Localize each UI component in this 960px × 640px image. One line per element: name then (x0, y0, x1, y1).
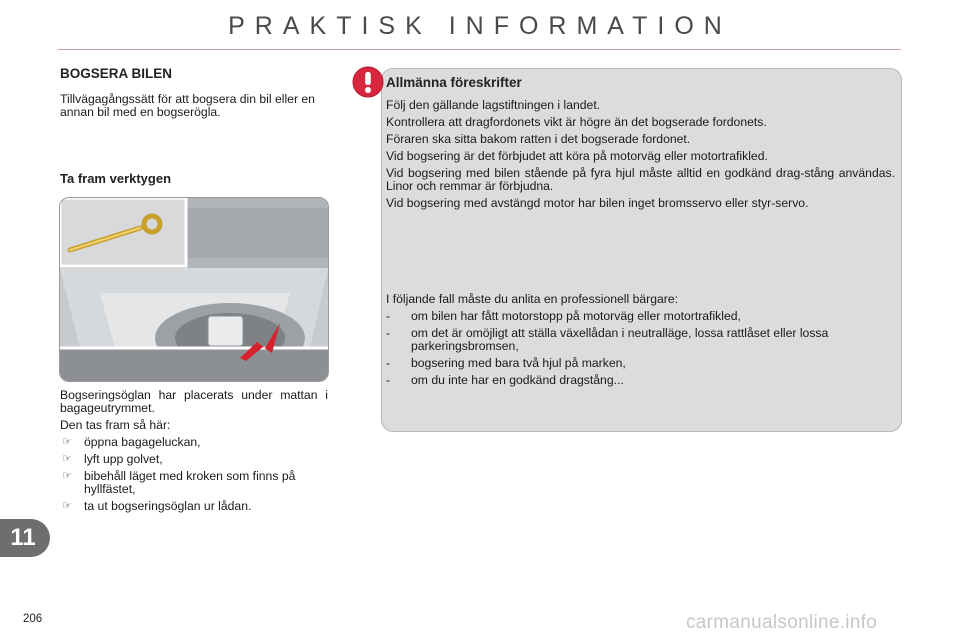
step-text: lyft upp golvet, (84, 452, 163, 466)
case-text: om det är omöjligt att ställa växellådan i neutralläge, lossa rattlåset eller lossa parkeringsbromsen, (411, 326, 829, 353)
watermark: carmanualsonline.info (686, 612, 878, 633)
page-header-title: PRAKTISK INFORMATION (228, 12, 732, 40)
list-item (386, 327, 895, 353)
step-text: öppna bagageluckan, (84, 435, 201, 449)
page-number: 206 (23, 613, 43, 625)
rule-text: Vid bogsering är det förbjudet att köra på motorväg eller motortrafikled. (386, 149, 768, 163)
list-item (60, 500, 328, 513)
rule-text: Vid bogsering med avstängd motor har bilen inget bromsservo eller styr-servo. (386, 196, 809, 210)
list-item (386, 374, 895, 387)
list-item (60, 470, 328, 496)
pointing-hand-icon: ☞ (62, 453, 72, 465)
case-text: bogsering med bara två hjul på marken, (411, 356, 626, 370)
professional-cases-list (386, 310, 895, 387)
dash-marker: - (386, 356, 391, 370)
pointing-hand-icon: ☞ (62, 436, 72, 448)
professional-section (386, 293, 895, 391)
step-text: bibehåll läget med kroken som finns på hyllfästet, (84, 469, 296, 496)
tools-instructions (60, 389, 328, 517)
warning-title: Allmänna föreskrifter (386, 75, 522, 90)
header-divider (58, 49, 901, 50)
dash-marker: - (386, 373, 391, 387)
section-title: BOGSERA BILEN (60, 66, 173, 81)
case-text: om bilen har fått motorstopp på motorväg eller motortrafikled, (411, 309, 741, 323)
intro-text: Tillvägagångssätt för att bogsera din bil eller en annan bil med en bogserögla. (60, 92, 315, 119)
tools-paragraph-2: Den tas fram så här: (60, 418, 171, 432)
rule-text: Vid bogsering med bilen stående på fyra hjul måste alltid en godkänd drag-stång användas. Linor och remmar är förbjudna. (386, 166, 895, 193)
subheading-tools: Ta fram verktygen (60, 171, 172, 186)
pointing-hand-icon: ☞ (62, 500, 72, 512)
list-item (386, 310, 895, 323)
case-text: om du inte har en godkänd dragstång... (411, 373, 624, 387)
chapter-number: 11 (10, 524, 36, 551)
professional-intro: I följande fall måste du anlita en professionell bärgare: (386, 292, 679, 306)
rule-text: Följ den gällande lagstiftningen i landet. (386, 98, 601, 112)
dash-marker: - (386, 326, 391, 340)
dash-marker: - (386, 309, 391, 323)
rule-text: Föraren ska sitta bakom ratten i det bogserade fordonet. (386, 132, 691, 146)
tools-steps-list (60, 436, 328, 513)
warning-rules (386, 99, 895, 214)
list-item (60, 453, 328, 466)
list-item (60, 436, 328, 449)
list-item (386, 357, 895, 370)
trunk-illustration (60, 198, 328, 381)
rule-text: Kontrollera att dragfordonets vikt är högre än det bogserade fordonets. (386, 115, 767, 129)
tools-paragraph-1: Bogseringsöglan har placerats under mattan i bagageutrymmet. (60, 388, 328, 415)
pointing-hand-icon: ☞ (62, 470, 72, 482)
exclamation-icon (352, 66, 384, 98)
trunk-photo (59, 197, 329, 382)
step-text: ta ut bogseringsöglan ur lådan. (84, 499, 252, 513)
